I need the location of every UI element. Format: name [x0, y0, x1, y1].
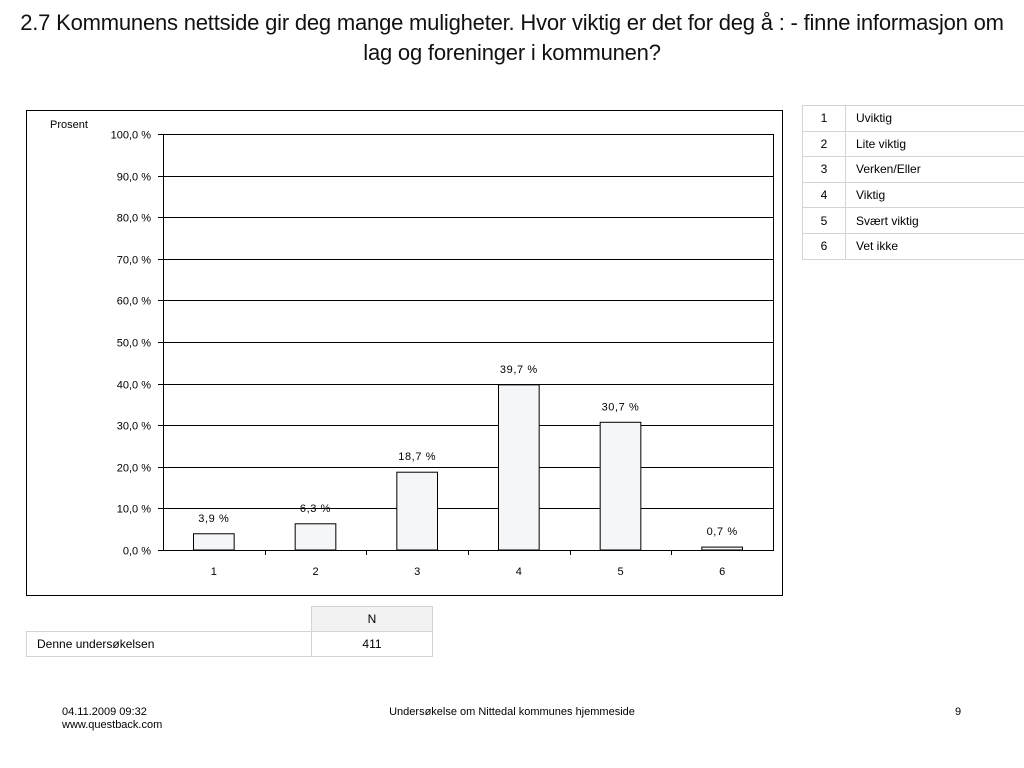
legend-label: Verken/Eller: [846, 157, 1024, 183]
y-tick-label: 100,0 %: [110, 129, 151, 142]
n-header-row: [27, 607, 433, 632]
legend-row: [803, 106, 1024, 132]
legend-code: 2: [803, 131, 846, 157]
y-tick-label: 40,0 %: [116, 379, 151, 392]
legend-row: [803, 131, 1024, 157]
y-tick-label: 0,0 %: [122, 545, 151, 558]
legend-code: 5: [803, 208, 846, 234]
legend-label: Lite viktig: [846, 131, 1024, 157]
n-column-header: N: [312, 607, 433, 632]
x-tick-label: 1: [210, 566, 217, 578]
data-label: 18,7 %: [398, 451, 437, 464]
data-label: 30,7 %: [601, 401, 640, 414]
y-tick-label: 70,0 %: [116, 254, 151, 267]
y-tick-label: 80,0 %: [116, 212, 151, 225]
footer-website: www.questback.com: [62, 719, 163, 731]
x-tick-label: 2: [312, 566, 319, 578]
bar: [499, 385, 540, 550]
n-row-label: Denne undersøkelsen: [27, 632, 312, 657]
n-data-row: [27, 632, 433, 657]
legend-row: [803, 182, 1024, 208]
x-tick-label: 4: [515, 566, 522, 578]
footer-survey-name: Undersøkelse om Nittedal kommunes hjemmeside: [389, 706, 635, 718]
legend-code: 3: [803, 157, 846, 183]
footer-datetime: 04.11.2009 09:32: [62, 706, 147, 718]
legend-label: Uviktig: [846, 106, 1024, 132]
legend-row: [803, 233, 1024, 259]
x-tick-label: 3: [414, 566, 421, 578]
y-tick-label: 30,0 %: [116, 420, 151, 433]
data-label: 6,3 %: [299, 502, 332, 515]
legend-code: 6: [803, 233, 846, 259]
y-tick-label: 60,0 %: [116, 295, 151, 308]
legend-label: Viktig: [846, 182, 1024, 208]
bar: [194, 534, 235, 550]
y-tick-label: 20,0 %: [116, 462, 151, 475]
y-tick-label: 10,0 %: [116, 503, 151, 516]
x-tick-label: 5: [617, 566, 624, 578]
legend-code: 1: [803, 106, 846, 132]
legend-code: 4: [803, 182, 846, 208]
legend-label: Vet ikke: [846, 233, 1024, 259]
bar: [600, 422, 641, 550]
data-label: 3,9 %: [198, 512, 230, 525]
footer-page-number: 9: [955, 706, 962, 718]
y-axis-label: Prosent: [50, 119, 88, 131]
legend-row: [803, 208, 1024, 234]
bar: [295, 524, 336, 550]
page-title: 2.7 Kommunens nettside gir deg mange muligheter. Hvor viktig er det for deg å : - finne informasjon om lag og foreninger i kommunen?: [20, 10, 1004, 65]
respondent-count-table: [26, 606, 433, 657]
category-legend-table: [802, 105, 1024, 260]
y-tick-label: 50,0 %: [116, 337, 151, 350]
bar: [702, 547, 743, 550]
n-value: 411: [312, 632, 433, 657]
data-label: 0,7 %: [706, 526, 738, 539]
legend-label: Svært viktig: [846, 208, 1024, 234]
bar: [397, 472, 438, 550]
data-label: 39,7 %: [499, 363, 538, 376]
x-tick-label: 6: [719, 566, 726, 578]
y-tick-label: 90,0 %: [116, 171, 151, 184]
n-header-spacer: [27, 607, 312, 632]
legend-row: [803, 157, 1024, 183]
